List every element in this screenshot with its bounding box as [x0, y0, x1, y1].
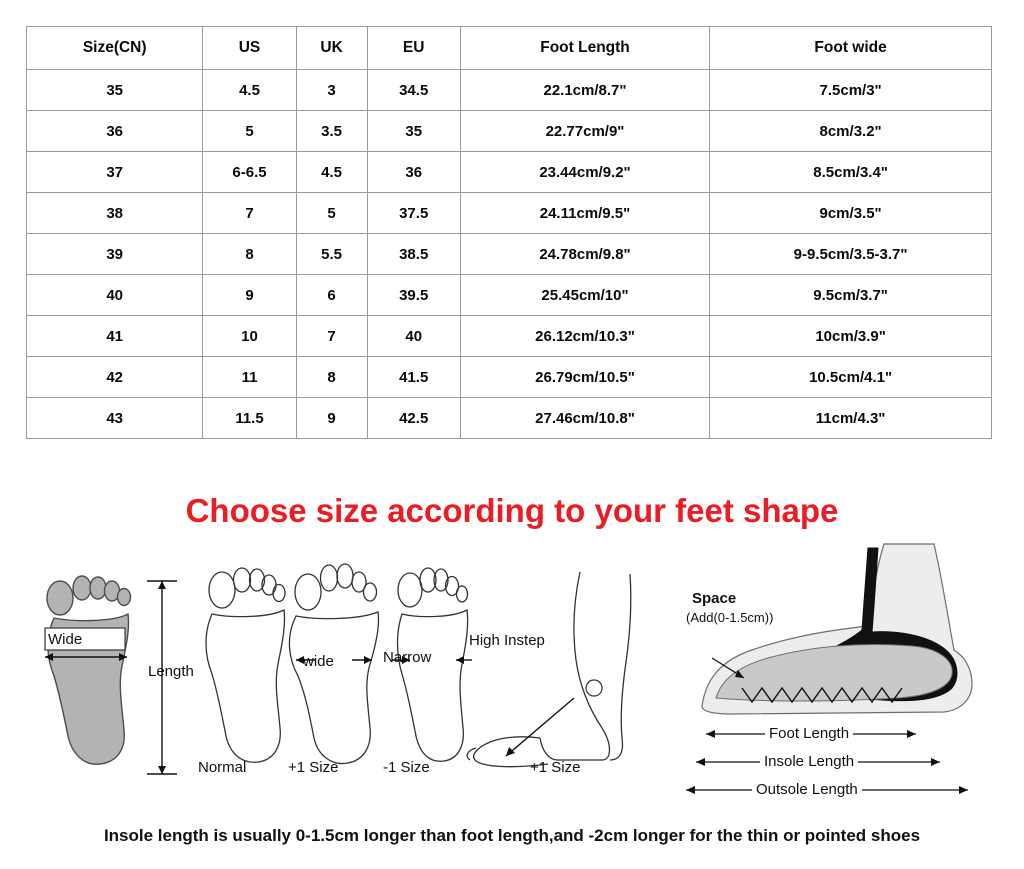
size-table-container	[26, 26, 992, 439]
cell-uk: 3	[296, 70, 367, 111]
cell-eu: 39.5	[367, 275, 460, 316]
cell-uk: 7	[296, 316, 367, 357]
cell-foot-wide: 10cm/3.9"	[710, 316, 992, 357]
narrow-caption: -1 Size	[383, 759, 430, 776]
length-label: Length	[148, 663, 194, 680]
cell-us: 8	[203, 234, 296, 275]
column-header-size-cn: Size(CN)	[27, 27, 203, 70]
table-header-row	[27, 27, 992, 70]
cell-uk: 4.5	[296, 152, 367, 193]
normal-caption: Normal	[198, 759, 247, 776]
cell-uk: 5.5	[296, 234, 367, 275]
cell-us: 11.5	[203, 398, 296, 439]
high-instep-caption: +1 Size	[530, 759, 581, 776]
cell-foot-length: 24.78cm/9.8"	[460, 234, 709, 275]
cell-size-cn: 40	[27, 275, 203, 316]
high-instep-illustration	[462, 560, 652, 790]
cell-size-cn: 42	[27, 357, 203, 398]
table-row	[27, 193, 992, 234]
wide-caption: +1 Size	[288, 759, 339, 776]
cell-foot-length: 23.44cm/9.2"	[460, 152, 709, 193]
column-header-uk: UK	[296, 27, 367, 70]
cell-size-cn: 36	[27, 111, 203, 152]
cell-uk: 9	[296, 398, 367, 439]
cell-foot-wide: 11cm/4.3"	[710, 398, 992, 439]
high-instep-word: High Instep	[469, 632, 545, 649]
cell-us: 10	[203, 316, 296, 357]
cell-foot-wide: 8.5cm/3.4"	[710, 152, 992, 193]
cell-uk: 8	[296, 357, 367, 398]
cell-eu: 36	[367, 152, 460, 193]
cell-us: 4.5	[203, 70, 296, 111]
cell-size-cn: 43	[27, 398, 203, 439]
column-header-foot-length: Foot Length	[460, 27, 709, 70]
cell-foot-wide: 9-9.5cm/3.5-3.7"	[710, 234, 992, 275]
cell-us: 6-6.5	[203, 152, 296, 193]
cell-foot-wide: 8cm/3.2"	[710, 111, 992, 152]
space-label: Space	[692, 590, 737, 607]
table-row	[27, 357, 992, 398]
cell-foot-length: 26.79cm/10.5"	[460, 357, 709, 398]
cell-eu: 34.5	[367, 70, 460, 111]
column-header-us: US	[203, 27, 296, 70]
foot-shape-diagram	[0, 546, 1024, 816]
column-header-foot-wide: Foot wide	[710, 27, 992, 70]
cell-uk: 5	[296, 193, 367, 234]
cell-eu: 40	[367, 316, 460, 357]
cell-us: 5	[203, 111, 296, 152]
cell-foot-length: 26.12cm/10.3"	[460, 316, 709, 357]
outsole-length-label: Outsole Length	[752, 781, 862, 798]
cell-foot-length: 22.77cm/9"	[460, 111, 709, 152]
table-row	[27, 111, 992, 152]
table-row	[27, 152, 992, 193]
foot-length-label: Foot Length	[765, 725, 853, 742]
cell-us: 11	[203, 357, 296, 398]
cell-size-cn: 37	[27, 152, 203, 193]
insole-length-label: Insole Length	[760, 753, 858, 770]
narrow-word: Narrow	[383, 649, 432, 666]
cell-size-cn: 38	[27, 193, 203, 234]
cell-foot-length: 25.45cm/10"	[460, 275, 709, 316]
table-row	[27, 275, 992, 316]
cell-foot-length: 24.11cm/9.5"	[460, 193, 709, 234]
column-header-eu: EU	[367, 27, 460, 70]
wide-label: Wide	[48, 631, 83, 648]
cell-eu: 37.5	[367, 193, 460, 234]
page-title: Choose size according to your feet shape	[185, 492, 839, 529]
cell-eu: 35	[367, 111, 460, 152]
cell-eu: 38.5	[367, 234, 460, 275]
cell-us: 9	[203, 275, 296, 316]
cell-uk: 6	[296, 275, 367, 316]
cell-foot-wide: 9.5cm/3.7"	[710, 275, 992, 316]
cell-foot-wide: 7.5cm/3"	[710, 70, 992, 111]
cell-size-cn: 35	[27, 70, 203, 111]
table-row	[27, 70, 992, 111]
cell-size-cn: 39	[27, 234, 203, 275]
cell-eu: 42.5	[367, 398, 460, 439]
table-row	[27, 316, 992, 357]
size-table	[26, 26, 992, 439]
footer-note: Insole length is usually 0-1.5cm longer than foot length,and -2cm longer for the thin or pointed shoes	[103, 826, 921, 845]
table-row	[27, 234, 992, 275]
cell-foot-length: 22.1cm/8.7"	[460, 70, 709, 111]
wide-word: wide	[303, 653, 334, 670]
space-sublabel: (Add(0-1.5cm))	[686, 610, 774, 625]
cell-uk: 3.5	[296, 111, 367, 152]
cell-eu: 41.5	[367, 357, 460, 398]
cell-size-cn: 41	[27, 316, 203, 357]
table-row	[27, 398, 992, 439]
cell-foot-length: 27.46cm/10.8"	[460, 398, 709, 439]
cell-foot-wide: 9cm/3.5"	[710, 193, 992, 234]
cell-us: 7	[203, 193, 296, 234]
cell-foot-wide: 10.5cm/4.1"	[710, 357, 992, 398]
